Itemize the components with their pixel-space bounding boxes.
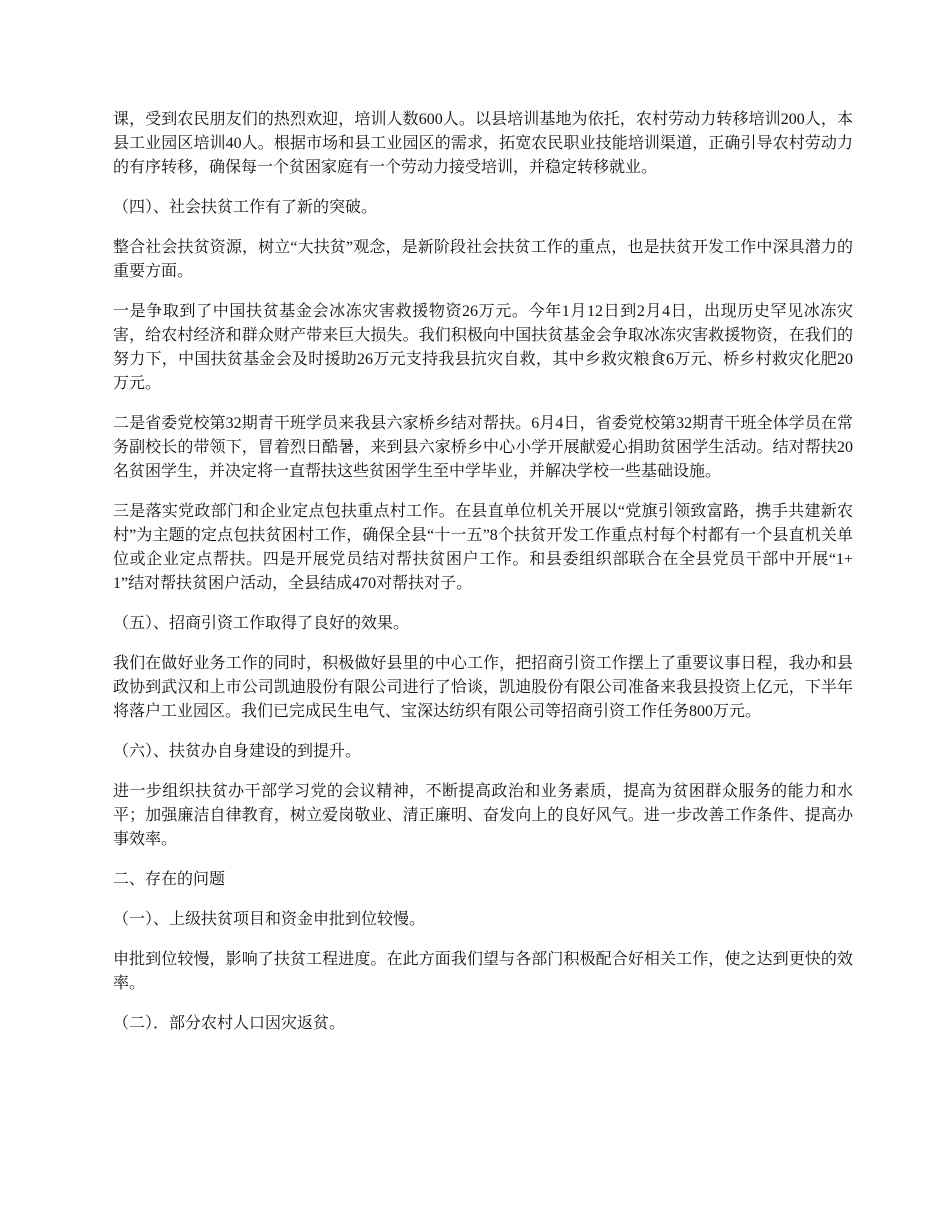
paragraph-integrate-resources: 整合社会扶贫资源，树立“大扶贫”观念，是新阶段社会扶贫工作的重点，也是扶贫开发工作中深具潜力的重要方面。 — [113, 239, 853, 280]
paragraph-party-school: 二是省委党校第32期青干班学员来我县六家桥乡结对帮扶。6月4日，省委党校第32期青干班全体学员在常务副校长的带领下，冒着烈日酷暑，来到县六家桥乡中心小学开展献爱心捐助贫困学生活动。结对帮扶20名贫困学生，并决定将一直帮扶这些贫困学生至中学毕业，并解决学校一些基础设施。 — [113, 415, 853, 480]
paragraph-designated-villages: 三是落实党政部门和企业定点包扶重点村工作。在县直单位机关开展以“党旗引领致富路，携手共建新农村”为主题的定点包扶贫困村工作，确保全县“十一五”8个扶贫开发工作重点村每个村都有一个县直机关单位或企业定点帮扶。四是开展党员结对帮扶贫困户工作。和县委组织部联合在全县党员干部中开展“1+1”结对帮扶贫困户活动，全县结成470对帮扶对子。 — [113, 503, 853, 592]
paragraph-self-building: 进一步组织扶贫办干部学习党的会议精神，不断提高政治和业务素质，提高为贫困群众服务的能力和水平；加强廉洁自律教育，树立爱岗敬业、清正廉明、奋发向上的良好风气。进一步改善工作条件、提高办事效率。 — [113, 783, 853, 848]
paragraph-investment: 我们在做好业务工作的同时，积极做好县里的中心工作，把招商引资工作摆上了重要议事日程，我办和县政协到武汉和上市公司凯迪股份有限公司进行了恰谈，凯迪股份有限公司准备来我县投资上亿元，下半年将落户工业园区。我们已完成民生电气、宝深达纺织有限公司等招商引资工作任务800万元。 — [113, 655, 853, 720]
heading-return-poverty: （二）．部分农村人口因灾返贫。 — [113, 1015, 346, 1032]
section-problems: 二、存在的问题 — [113, 871, 226, 888]
paragraph-foundation-aid: 一是争取到了中国扶贫基金会冰冻灾害救援物资26万元。今年1月12日到2月4日，出现历史罕见冰冻灾害，给农村经济和群众财产带来巨大损失。我们积极向中国扶贫基金会争取冰冻灾害救援物资，在我们的努力下，中国扶贫基金会及时援助26万元支持我县抗灾自救，其中乡救灾粮食6万元、桥乡村救灾化肥20万元。 — [113, 303, 853, 392]
heading-social-poverty: （四）、社会扶贫工作有了新的突破。 — [113, 199, 378, 216]
heading-slow-approval: （一）、上级扶贫项目和资金申批到位较慢。 — [113, 911, 426, 928]
paragraph-training: 课，受到农民朋友们的热烈欢迎，培训人数600人。以县培训基地为依托，农村劳动力转移培训200人，本县工业园区培训40人。根据市场和县工业园区的需求，拓宽农民职业技能培训渠道，正确引导农村劳动力的有序转移，确保每一个贫困家庭有一个劳动力接受培训，并稳定转移就业。 — [113, 111, 853, 176]
heading-self-building: （六）、扶贫办自身建设的到提升。 — [113, 743, 362, 760]
paragraph-slow-approval: 申批到位较慢，影响了扶贫工程进度。在此方面我们望与各部门积极配合好相关工作，使之达到更快的效率。 — [113, 951, 853, 992]
heading-investment: （五）、招商引资工作取得了良好的效果。 — [113, 615, 410, 632]
document-page — [113, 108, 853, 1052]
